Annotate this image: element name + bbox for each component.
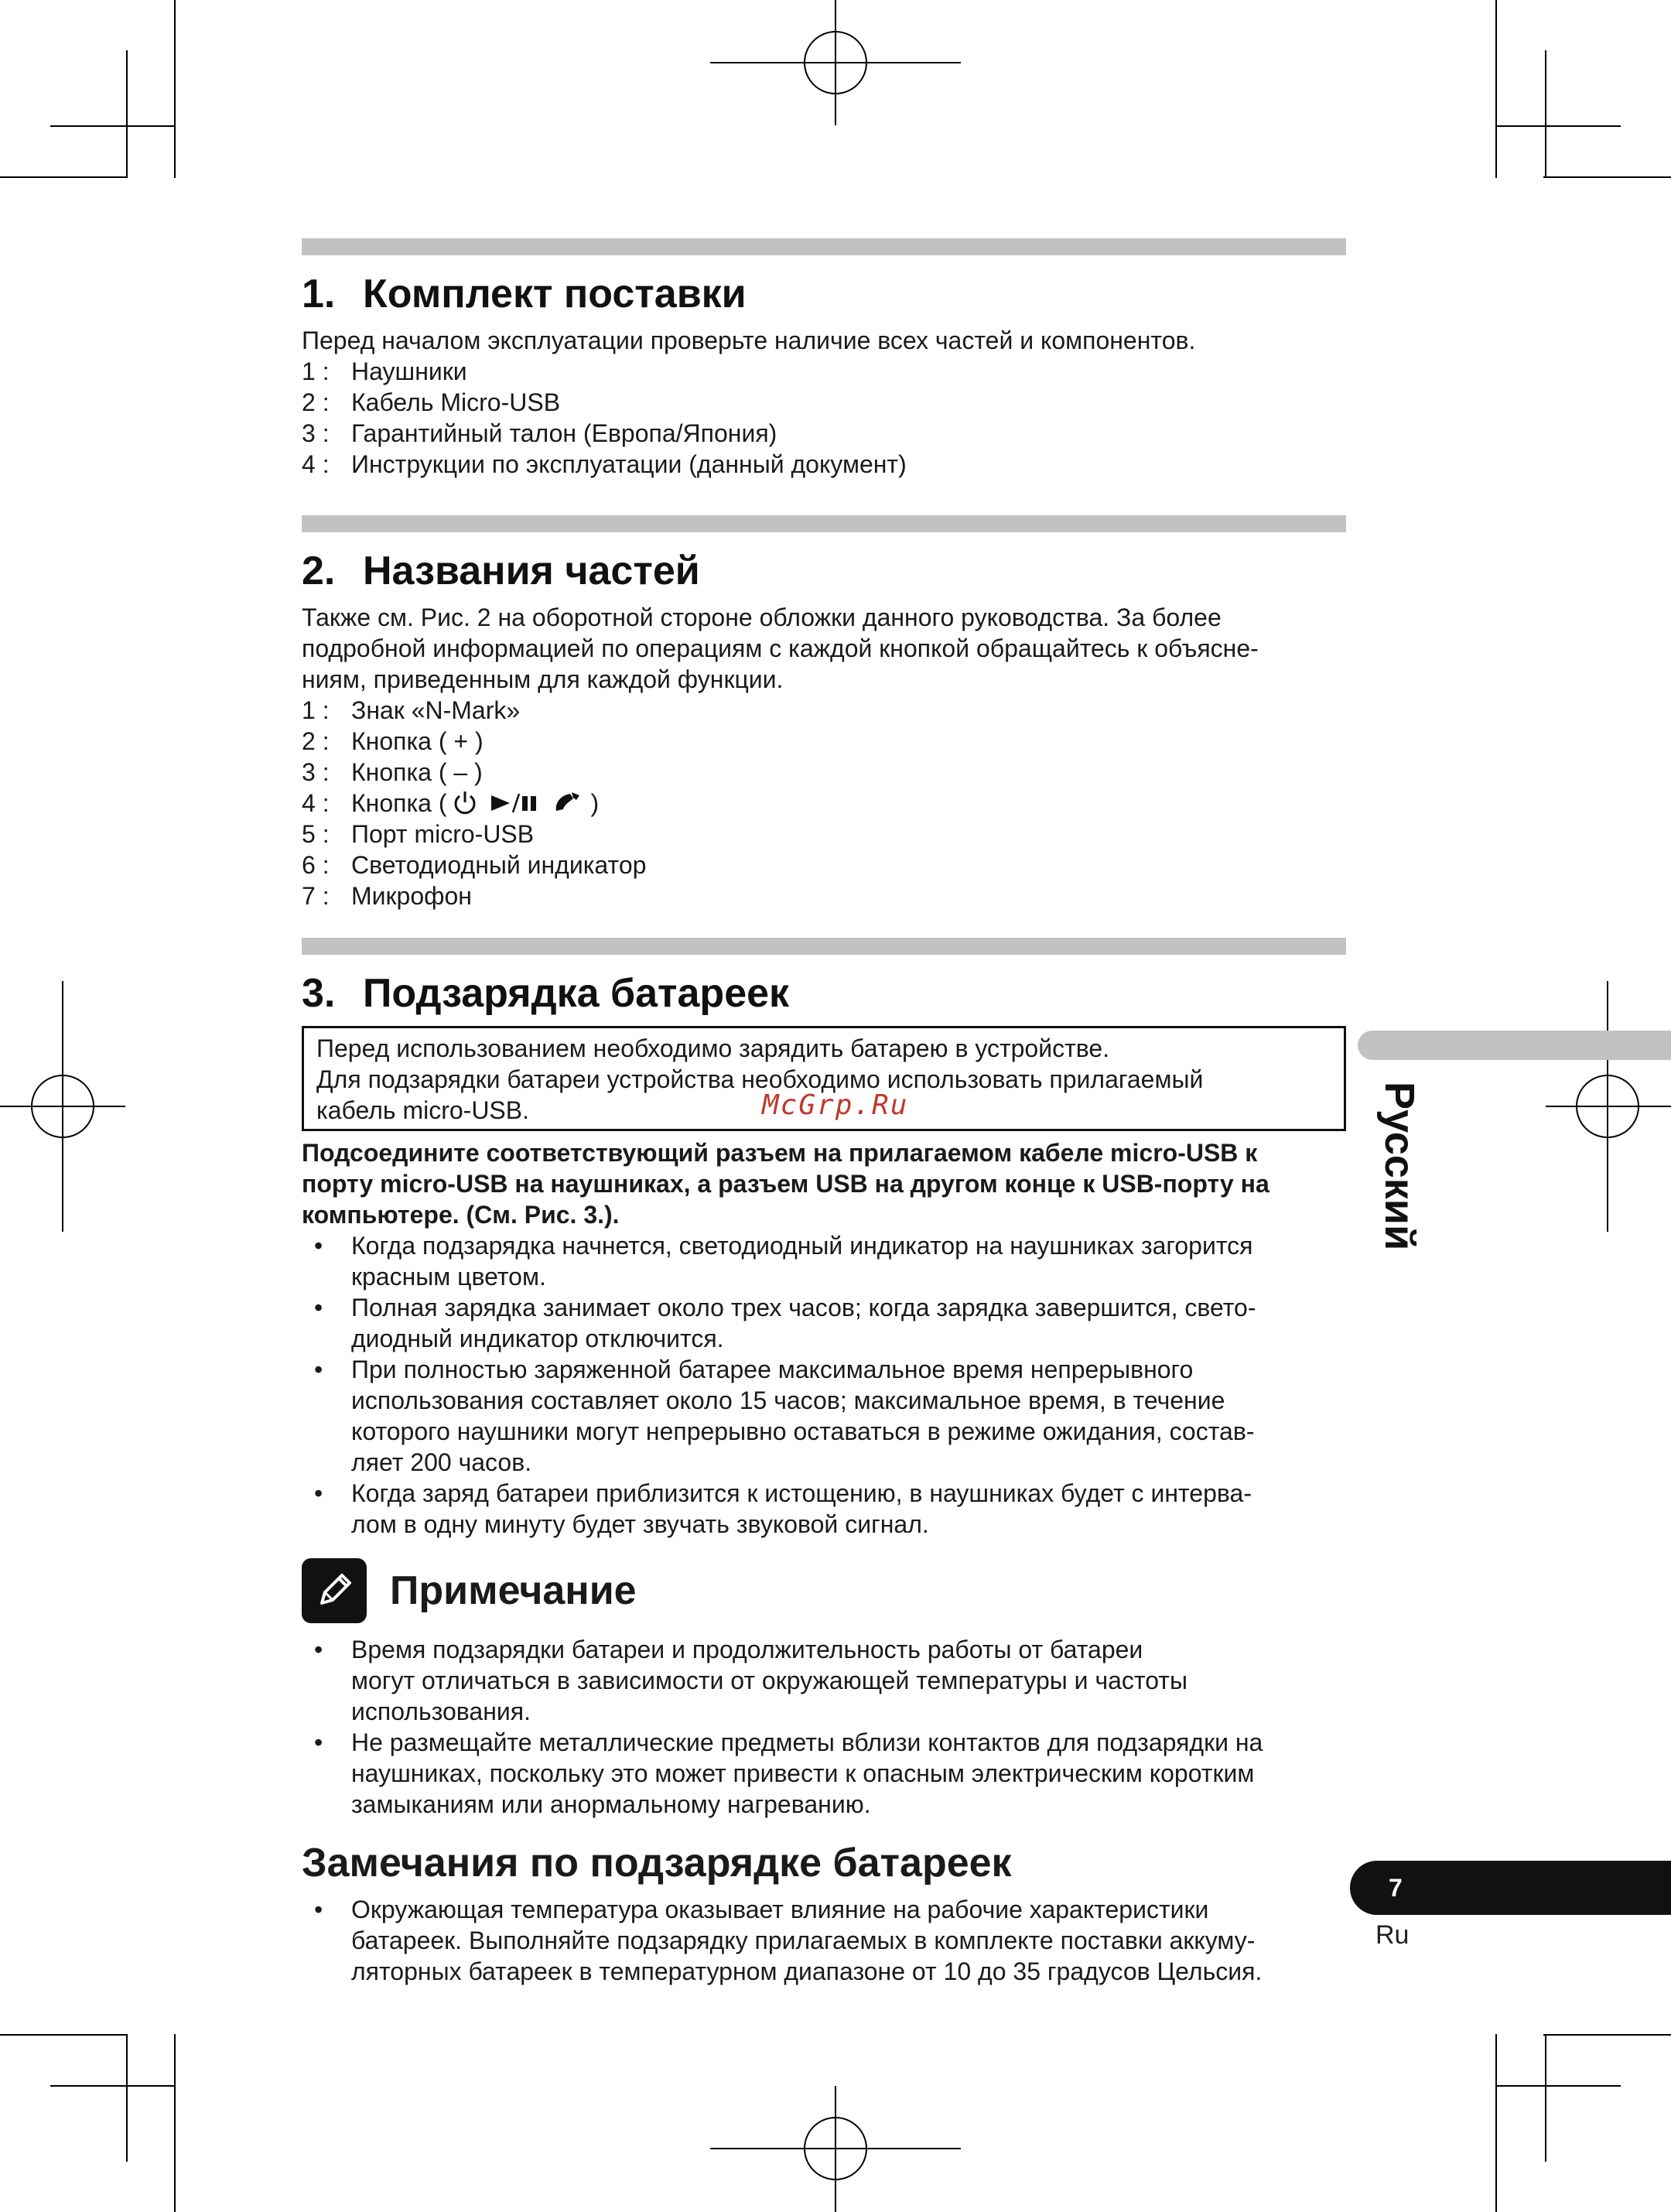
language-tab-bar	[1358, 1031, 1671, 1060]
list-item: 3 : Кнопка ( – )	[302, 758, 483, 786]
power-icon	[453, 788, 477, 819]
language-label: Русский	[1376, 1082, 1423, 1251]
section-2-intro: Также см. Рис. 2 на оборотной стороне обложки данного руководства. За более подробной информацией по операциям с каждой кнопкой обращайтесь к объясне- ниям, приведенным для каждой функции.	[302, 603, 1259, 693]
section-divider	[302, 938, 1346, 955]
list-item: • Полная зарядка занимает около трех часов; когда зарядка завершится, свето- диодный индикатор отключится.	[314, 1294, 1256, 1352]
list-item: • Не размещайте металлические предметы вблизи контактов для подзарядки на наушниках, поскольку это может привести к опасным электрическим коротким замыканиям или анормальному нагреванию.	[314, 1728, 1263, 1818]
section-3-heading: 3. Подзарядка батареек	[302, 971, 790, 1016]
note-heading: Примечание	[302, 1558, 1346, 1623]
note-bullets	[302, 1634, 1346, 1820]
charging-bullets	[302, 1230, 1346, 1540]
section-divider	[302, 515, 1346, 532]
list-item: 7 : Микрофон	[302, 882, 472, 910]
page-number-tab	[1350, 1861, 1671, 1915]
list-item: • Окружающая температура оказывает влияние на рабочие характеристики батареек. Выполняйте подзарядку прилагаемых в комплекте поставки аккуму- ляторных батареек в температурном диапазоне от 10 до 35 градусов Цельсия.	[314, 1896, 1263, 1985]
list-item: 4 : Инструкции по эксплуатации (данный документ)	[302, 450, 907, 478]
list-item: 1 : Знак «N-Mark»	[302, 696, 521, 724]
charging-notes-heading: Замечания по подзарядке батареек	[302, 1841, 1012, 1885]
list-item: • Когда заряд батареи приблизится к истощению, в наушниках будет с интерва- лом в одну минуту будет звучать звуковой сигнал.	[314, 1479, 1252, 1538]
section-1-intro: Перед началом эксплуатации проверьте наличие всех частей и компонентов.	[302, 327, 1196, 354]
watermark: McGrp.Ru	[762, 1089, 909, 1121]
play-pause-icon	[490, 788, 539, 819]
page-language-code: Ru	[1375, 1920, 1410, 1950]
page-number: 7	[1389, 1874, 1403, 1902]
section-divider	[302, 238, 1346, 255]
list-item: • Когда подзарядка начнется, светодиодный индикатор на наушниках загорится красным цветом.	[314, 1232, 1253, 1291]
list-item: 2 : Кнопка ( + )	[302, 727, 484, 755]
section-1-heading: 1. Комплект поставки	[302, 272, 747, 316]
list-item: 5 : Порт micro-USB	[302, 820, 535, 848]
parts-list	[302, 695, 1346, 911]
list-item: 3 : Гарантийный талон (Европа/Япония)	[302, 419, 777, 447]
list-item: 1 : Наушники	[302, 357, 467, 385]
charging-instruction: Подсоедините соответствующий разъем на прилагаемом кабеле micro-USB к порту micro-USB на наушниках, а разъем USB на другом конце к USB-порту на компьютере. (См. Рис. 3.).	[302, 1139, 1269, 1229]
contents-list	[302, 356, 1346, 480]
charging-requirement-box: Перед использованием необходимо зарядить батарею в устройстве. Для подзарядки батареи устройства необходимо использовать прилагаемый кабель micro-USB.	[302, 1026, 1346, 1131]
section-2-heading: 2. Названия частей	[302, 549, 700, 593]
list-item: 6 : Светодиодный индикатор	[302, 851, 647, 879]
list-item: 4 : Кнопка ( )	[302, 789, 600, 817]
charging-notes-bullets	[302, 1894, 1346, 1987]
phone-icon	[553, 788, 584, 819]
pencil-note-icon	[302, 1558, 367, 1623]
list-item: • При полностью заряженной батарее максимальное время непрерывного использования составляет около 15 часов; максимальное время, в течение которого наушники могут непрерывно оставаться в режиме ожидания, состав- ляет 200 часов.	[314, 1356, 1255, 1476]
list-item: • Время подзарядки батареи и продолжительность работы от батареи могут отличаться в зависимости от окружающей температуры и частоты использования.	[314, 1636, 1187, 1725]
list-item: 2 : Кабель Micro-USB	[302, 388, 561, 416]
